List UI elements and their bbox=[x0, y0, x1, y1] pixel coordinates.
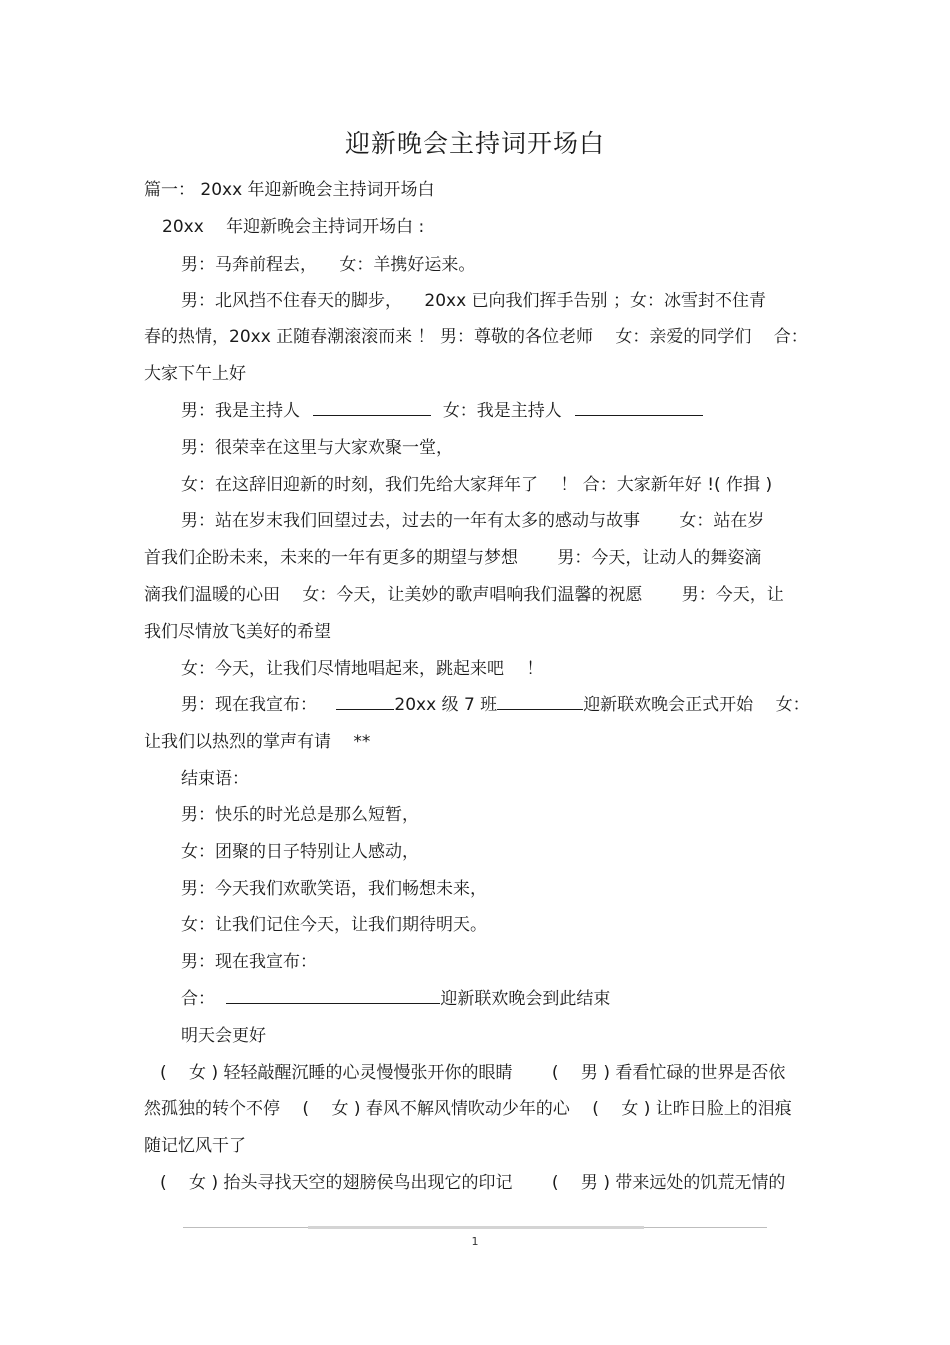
fill-in-blank bbox=[313, 399, 431, 416]
lyrics-line: ( 女 ) 抬头寻找天空的翅膀侯鸟出现它的印记 ( 男 ) 带来远处的饥荒无情的 bbox=[160, 1173, 786, 1193]
song-title: 明天会更好 bbox=[181, 1026, 266, 1046]
paragraph-line: 我们尽情放飞美好的希望 bbox=[144, 622, 331, 642]
section-heading: 结束语： bbox=[181, 769, 249, 789]
paragraph-line bbox=[181, 399, 851, 423]
paragraph-line: 男：马奔前程去， 女：羊携好运来。 bbox=[181, 255, 476, 275]
fill-in-blank bbox=[575, 399, 703, 416]
paragraph-line: 男：今天我们欢歌笑语，我们畅想未来， bbox=[181, 879, 487, 899]
paragraph-line: 男：北风挡不住春天的脚步， 20xx 已向我们挥手告别 ；女：冰雪封不住青 bbox=[181, 291, 766, 311]
paragraph-line: 首我们企盼未来，未来的一年有更多的期望与梦想 男：今天，让动人的舞姿滴 bbox=[144, 548, 762, 568]
paragraph-line: 20xx 年迎新晚会主持词开场白 : bbox=[162, 217, 425, 237]
paragraph-line: 滴我们温暖的心田 女：今天，让美妙的歌声唱响我们温馨的祝愿 男：今天，让 bbox=[144, 585, 784, 605]
announce-label: 男：现在我宣布： bbox=[181, 695, 317, 715]
paragraph-line bbox=[181, 987, 851, 1011]
host-line-female: 女：我是主持人 bbox=[442, 401, 562, 421]
paragraph-line: 女：让我们记住今天，让我们期待明天。 bbox=[181, 915, 487, 935]
section-heading: 篇一： 20xx 年迎新晚会主持词开场白 bbox=[144, 180, 435, 200]
document-title: 迎新晚会主持词开场白 bbox=[344, 129, 605, 158]
paragraph-line: 女：今天，让我们尽情地唱起来，跳起来吧 ！ bbox=[181, 659, 544, 679]
paragraph-line: 女：在这辞旧迎新的时刻，我们先给大家拜年了 ！ 合：大家新年好 !( 作揖 ) bbox=[181, 475, 773, 495]
together-label: 合： bbox=[181, 989, 215, 1009]
closing-announcement: 迎新联欢晚会到此结束 bbox=[440, 989, 611, 1009]
paragraph-line: 让我们以热烈的掌声有请 ** bbox=[144, 732, 371, 752]
announce-text: 迎新联欢晚会正式开始 女： bbox=[583, 695, 810, 715]
paragraph-line: 春的热情，20xx 正随春潮滚滚而来 ！ 男：尊敬的各位老师 女：亲爱的同学们 合： bbox=[144, 327, 808, 347]
paragraph-line: 男：快乐的时光总是那么短暂， bbox=[181, 805, 419, 825]
fill-in-blank bbox=[497, 693, 583, 710]
lyrics-line: 然孤独的转个不停 ( 女 ) 春风不解风情吹动少年的心 ( 女 ) 让昨日脸上的泪痕 bbox=[144, 1099, 792, 1119]
paragraph-line: 男：站在岁末我们回望过去，过去的一年有太多的感动与故事 女：站在岁 bbox=[181, 511, 765, 531]
lyrics-line: 随记忆风干了 bbox=[144, 1136, 246, 1156]
paragraph-line: 男：现在我宣布： bbox=[181, 952, 317, 972]
class-name: 20xx 级 7 班 bbox=[394, 695, 498, 715]
host-line-male: 男：我是主持人 bbox=[181, 401, 300, 421]
paragraph-line: 大家下午上好 bbox=[144, 364, 246, 384]
fill-in-blank bbox=[336, 693, 394, 710]
paragraph-line: 女：团聚的日子特别让人感动， bbox=[181, 842, 419, 862]
paragraph-line: 男：很荣幸在这里与大家欢聚一堂， bbox=[181, 438, 453, 458]
footer-divider-shadow bbox=[308, 1226, 644, 1229]
fill-in-blank bbox=[226, 987, 440, 1004]
paragraph-line bbox=[181, 693, 851, 717]
page-number: 1 bbox=[471, 1235, 479, 1248]
lyrics-line: ( 女 ) 轻轻敲醒沉睡的心灵慢慢张开你的眼睛 ( 男 ) 看看忙碌的世界是否依 bbox=[160, 1063, 786, 1083]
